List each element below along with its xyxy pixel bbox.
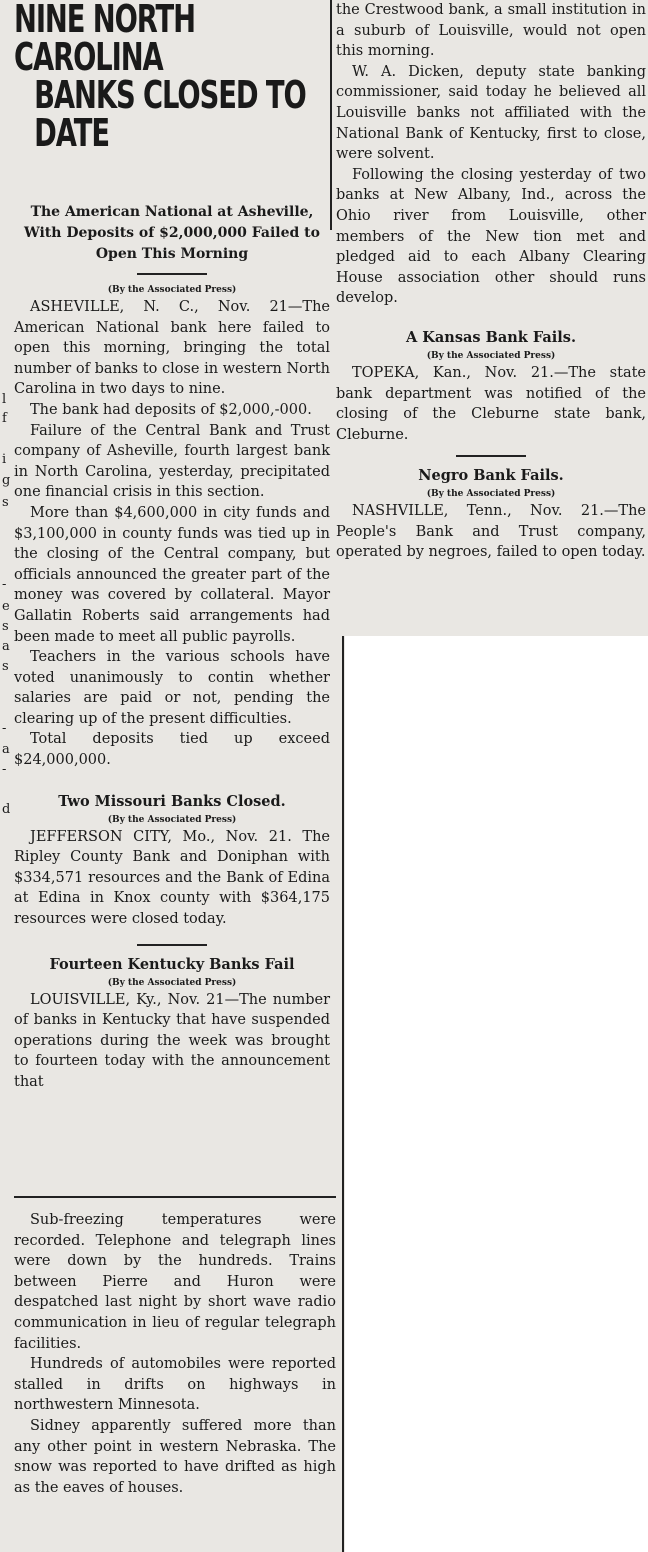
section-rule: [14, 1196, 336, 1198]
paragraph: LOUISVILLE, Ky., Nov. 21—The number of banks in Kentucky that have suspended operations during the week was brought to fourteen today with the announcement that: [14, 991, 330, 1090]
gutter-char: s: [2, 495, 9, 510]
wire-credit: (By the Associated Press): [426, 350, 556, 361]
gutter-char: d: [2, 802, 11, 817]
negro-bank-heading: Negro Bank Fails.: [418, 467, 564, 485]
paragraph: More than $4,600,000 in city funds and $3,100,000 in county funds was tied up in the closing of the Central company, but officials announced the greater part of the money was covered by collateral. Mayor Gallatin Roberts said arrangements had been made to meet all public payrolls.: [14, 504, 330, 645]
main-article: [14, 0, 330, 1093]
subheadline: The American National at Asheville, With Deposits of $2,000,000 Failed to Open This Morning: [24, 204, 320, 262]
paragraph: Failure of the Central Bank and Trust company of Asheville, fourth largest bank in North Carolina, yesterday, precipitated one financial crisis in this section.: [14, 422, 330, 501]
main-story-body: [14, 297, 330, 771]
paragraph: Sidney apparently suffered more than any other point in western Nebraska. The snow was reported to have drifted as high as the eaves of houses.: [14, 1417, 336, 1496]
paragraph: NASHVILLE, Tenn., Nov. 21.—The People's Bank and Trust company, operated by negroes, failed to open today.: [336, 503, 646, 561]
paragraph: Following the closing yesterday of two banks at New Albany, Ind., across the Ohio river from Louisville, other members of the New tion met and pledged aid to each Albany Clearing House association other should runs develop.: [336, 166, 646, 307]
paragraph: W. A. Dicken, deputy state banking commissioner, said today he believed all Louisville banks not affiliated with the National Bank of Kentucky, first to close, were solvent.: [336, 63, 646, 163]
gutter-char: s: [2, 659, 9, 674]
wire-credit: (By the Associated Press): [426, 489, 556, 500]
paragraph: Total deposits tied up exceed $24,000,000.: [14, 731, 330, 769]
kentucky-heading: Fourteen Kentucky Banks Fail: [49, 955, 295, 973]
missouri-heading: Two Missouri Banks Closed.: [58, 792, 286, 810]
paragraph: The bank had deposits of $2,000,-000.: [30, 401, 312, 418]
gutter-char: -: [2, 577, 7, 592]
column-rule-lower: [342, 636, 344, 1552]
gutter-char: a: [2, 639, 10, 654]
right-column: [336, 0, 646, 563]
gutter-fragments: [2, 0, 12, 860]
kentucky-body: [14, 990, 330, 1093]
kansas-body: [336, 363, 646, 445]
gutter-char: g: [2, 473, 11, 488]
gutter-char: e: [2, 599, 10, 614]
paragraph: the Crestwood bank, a small institution in a suburb of Louisville, would not open this morning.: [336, 2, 646, 60]
paragraph: Hundreds of automobiles were reported stalled in drifts on highways in northwestern Minnesota.: [14, 1356, 336, 1414]
paragraph: ASHEVILLE, N. C., Nov. 21—The American National bank here failed to open this morning, bringing the total number of banks to close in western North Carolina in two days to nine.: [14, 299, 330, 398]
gutter-char: -: [2, 721, 7, 736]
paragraph: JEFFERSON CITY, Mo., Nov. 21. The Ripley County Bank and Doniphan with $334,571 resources and the Bank of Edina at Edina in Knox county with $364,175 resources were closed today.: [14, 828, 330, 928]
paragraph: Sub-freezing temperatures were recorded. Telephone and telegraph lines were down by the hundreds. Trains between Pierre and Huron were despatched last night by short wave radio communication in lieu of regular telegraph facilities.: [14, 1212, 336, 1352]
kansas-heading: A Kansas Bank Fails.: [405, 328, 577, 346]
paragraph: TOPEKA, Kan., Nov. 21.—The state bank department was notified of the closing of the Cleburne state bank, Cleburne.: [336, 364, 646, 443]
weather-body: [14, 1210, 336, 1498]
wire-credit: (By the Associated Press): [107, 977, 237, 988]
divider: [137, 273, 207, 275]
paragraph: Teachers in the various schools have voted unanimously to contin whether salaries are paid or not, pending the clearing up of the present difficulties.: [14, 649, 330, 727]
headline-line-2: BANKS CLOSED TO DATE: [34, 73, 306, 155]
gutter-char: -: [2, 762, 7, 777]
kentucky-continued: [336, 0, 646, 309]
gutter-char: f: [2, 411, 7, 426]
divider: [137, 944, 207, 946]
headline-line-1: NINE NORTH CAROLINA: [14, 0, 195, 79]
missouri-body: [14, 827, 330, 930]
divider: [456, 455, 526, 457]
gutter-char: s: [2, 619, 9, 634]
negro-bank-body: [336, 501, 646, 563]
gutter-char: l: [2, 392, 7, 407]
wire-credit: (By the Associated Press): [107, 285, 237, 295]
weather-story: [14, 1210, 336, 1498]
gutter-char: i: [2, 452, 7, 467]
wire-credit: (By the Associated Press): [107, 814, 237, 825]
gutter-char: a: [2, 742, 10, 757]
headline: [14, 0, 331, 155]
